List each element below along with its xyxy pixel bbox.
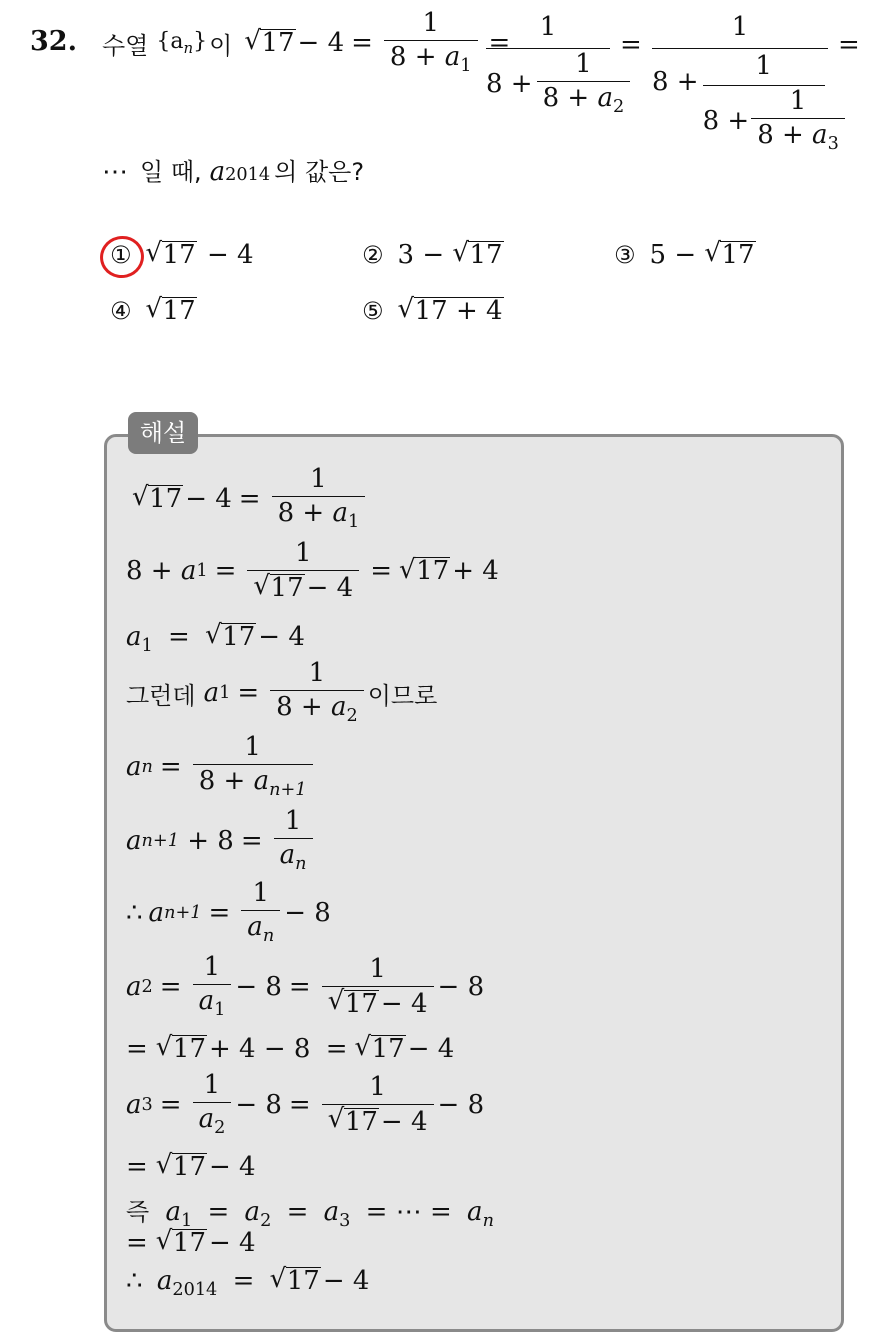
choice-1[interactable]: ①√ 17 − 4: [110, 240, 254, 270]
sequence-symbol: $\{a_n\}$: [156, 28, 208, 58]
solution-tag: 해설: [128, 412, 198, 454]
solution-line-12: 즉 $a_1 = a_2 = a_3$ = ⋯ = $a_n$: [126, 1197, 494, 1232]
question-line-2: ⋯ 일 때, a 2014 의 값은?: [102, 157, 365, 187]
choice-3[interactable]: ③ 5 − √ 17: [614, 240, 758, 270]
question-intro: 수열: [102, 31, 149, 60]
sqrt-17: √ 17: [244, 28, 295, 58]
solution-line-1: √ 17 − 4 = $\frac{1}{8 + a_1}$: [132, 466, 369, 532]
solution-line-3: $a_1$ = √ 17 − 4: [126, 622, 305, 656]
question-statement: 수열 $\{a_n\}$ 이 √ 17 − 4 = $\frac{1}{8 + a_1}$ =: [102, 12, 517, 74]
choice-2[interactable]: ② 3 − √ 17: [362, 240, 506, 270]
solution-line-6: a n+1 + 8 = $\frac{1}{a_n}$: [126, 808, 317, 874]
solution-line-8: a 2 = $\frac{1}{a_1}$ − 8 = 1 √ 17 − 4 − 8: [126, 954, 484, 1020]
question-particle: 이: [209, 31, 233, 60]
solution-line-9: =√ 17 + 4 − 8 =√ 17 − 4: [126, 1034, 454, 1064]
solution-line-10: a 3 = $\frac{1}{a_2}$ − 8 = 1 √ 17 − 4 − 8: [126, 1072, 484, 1138]
solution-line-13: =√ 17 − 4: [126, 1228, 256, 1258]
solution-line-7: ∴ a n+1 = $\frac{1}{a_n}$ − 8: [126, 878, 331, 947]
solution-line-11: =√ 17 − 4: [126, 1152, 256, 1182]
fraction-a1: $\frac{1}{8 + a_1}$: [384, 10, 478, 76]
solution-line-5: a n = $\frac{1}{8 + a_{n+1}}$: [126, 734, 317, 800]
solution-line-2: 8 + a 1 = 1 √ 17 − 4 = √ 17 + 4: [126, 540, 499, 603]
choice-4[interactable]: ④√ 17: [110, 296, 199, 326]
continued-fraction-3: 1 8 + 1 8 + $\frac{1}{8 + a_3}$: [652, 12, 828, 154]
solution-line-14: ∴ $a_{2014}$ = √ 17 − 4: [126, 1266, 369, 1300]
question-number: 32.: [30, 26, 77, 57]
solution-line-4: 그런데 a 1 = $\frac{1}{8 + a_2}$ 이므로: [126, 658, 438, 727]
continued-fraction-2: 1 8 + $\frac{1}{8 + a_2}$: [486, 12, 610, 117]
choice-5[interactable]: ⑤√ 17 + 4: [362, 296, 506, 326]
